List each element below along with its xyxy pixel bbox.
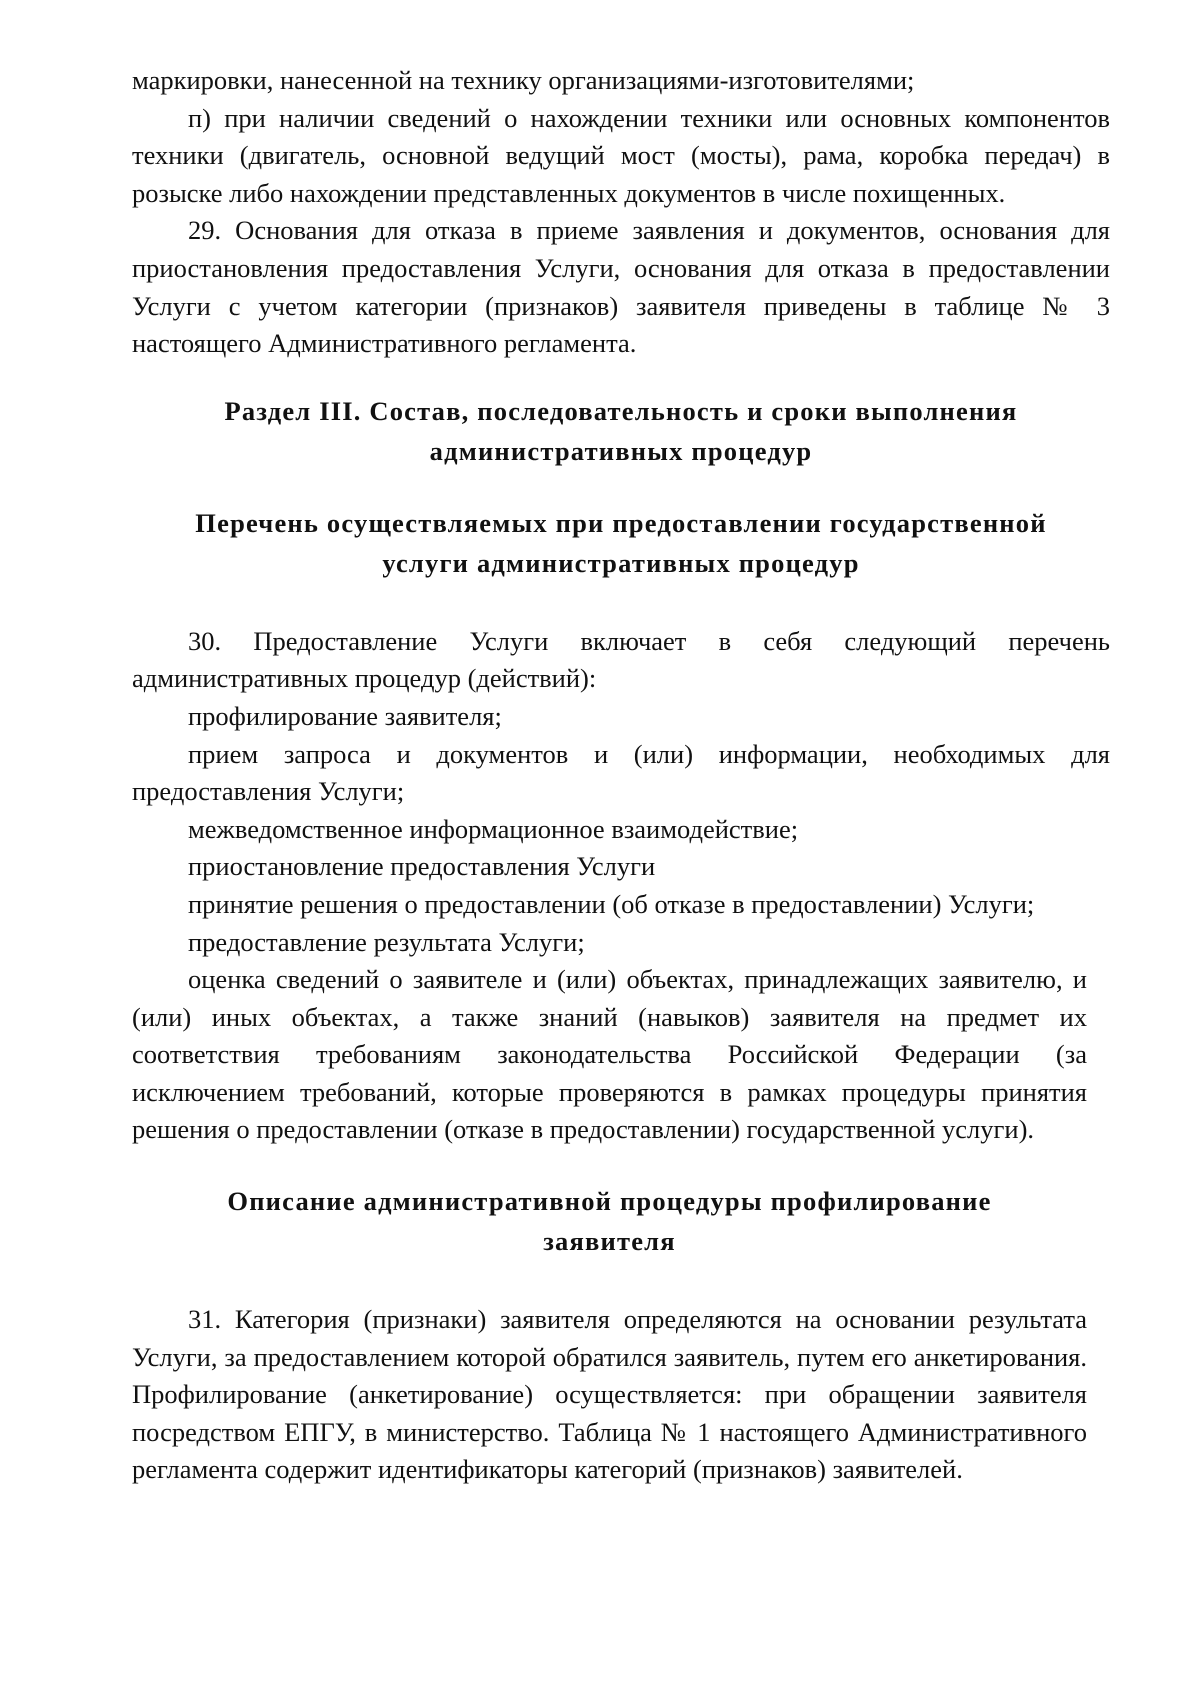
list-item: принятие решения о предоставлении (об отказе в предоставлении) Услуги; (188, 888, 1035, 919)
paragraph-item-29-refusal-grounds: 29. Основания для отказа в приеме заявления и документов, основания для приостановления предоставления Услуги, основания для отказа в предоставлении Услуги с учетом категории (признаков) заявителя приведены в таблице № 3 настоящего Административного регламента. (132, 215, 1110, 359)
section-heading (132, 391, 1110, 471)
paragraph-marking-continuation: маркировки, нанесенной на технику организациями-изготовителями; (132, 65, 915, 95)
subheading-procedures-line-1: Перечень осуществляемых при предоставлении государственной (195, 507, 1047, 538)
subheading-profiling-line-1: Описание административной процедуры профилирование (227, 1186, 992, 1217)
list-item: предоставление результата Услуги; (188, 926, 585, 957)
list-item: межведомственное информационное взаимодействие; (188, 813, 799, 844)
paragraph-assessment: оценка сведений о заявителе и (или) объектах, принадлежащих заявителю, и (или) иных объектах, а также знаний (навыков) заявителя на предмет их соответствия требованиям законодательства Российской Федерации (за исключением требований, которые проверяются в рамках процедуры принятия решения о предоставлении (отказе в предоставлении) государственной услуги). (132, 964, 1087, 1145)
subheading-procedures-list (132, 503, 1110, 583)
subheading-profiling-line-2: заявителя (543, 1226, 676, 1257)
list-item: прием запроса и документов и (или) информации, необходимых для предоставления Услуги; (132, 738, 1110, 807)
list-item: профилирование заявителя; (188, 700, 502, 731)
document-body (132, 62, 1110, 1489)
list-item: приостановление предоставления Услуги (188, 851, 656, 882)
subheading-procedures-line-2: услуги административных процедур (382, 547, 860, 578)
section-heading-line-1: Раздел III. Состав, последовательность и сроки выполнения (224, 395, 1018, 426)
paragraph-item-p-wanted: п) при наличии сведений о нахождении техники или основных компонентов техники (двигатель, основной ведущий мост (мосты), рама, коробка передач) в розыске либо нахождении представленных документов в числе похищенных. (132, 102, 1110, 208)
section-heading-line-2: административных процедур (429, 435, 813, 466)
paragraph-item-30-intro: 30. Предоставление Услуги включает в себя следующий перечень административных процедур (действий): (132, 625, 1110, 694)
paragraph-item-31-profiling: 31. Категория (признаки) заявителя определяются на основании результата Услуги, за предоставлением которой обратился заявитель, путем его анкетирования. Профилирование (анкетирование) осуществляется: при обращении заявителя посредством ЕПГУ, в министерство. Таблица № 1 настоящего Административного регламента содержит идентификаторы категорий (признаков) заявителей. (132, 1304, 1087, 1485)
procedures-list (132, 698, 1110, 961)
subheading-profiling (132, 1181, 1087, 1261)
